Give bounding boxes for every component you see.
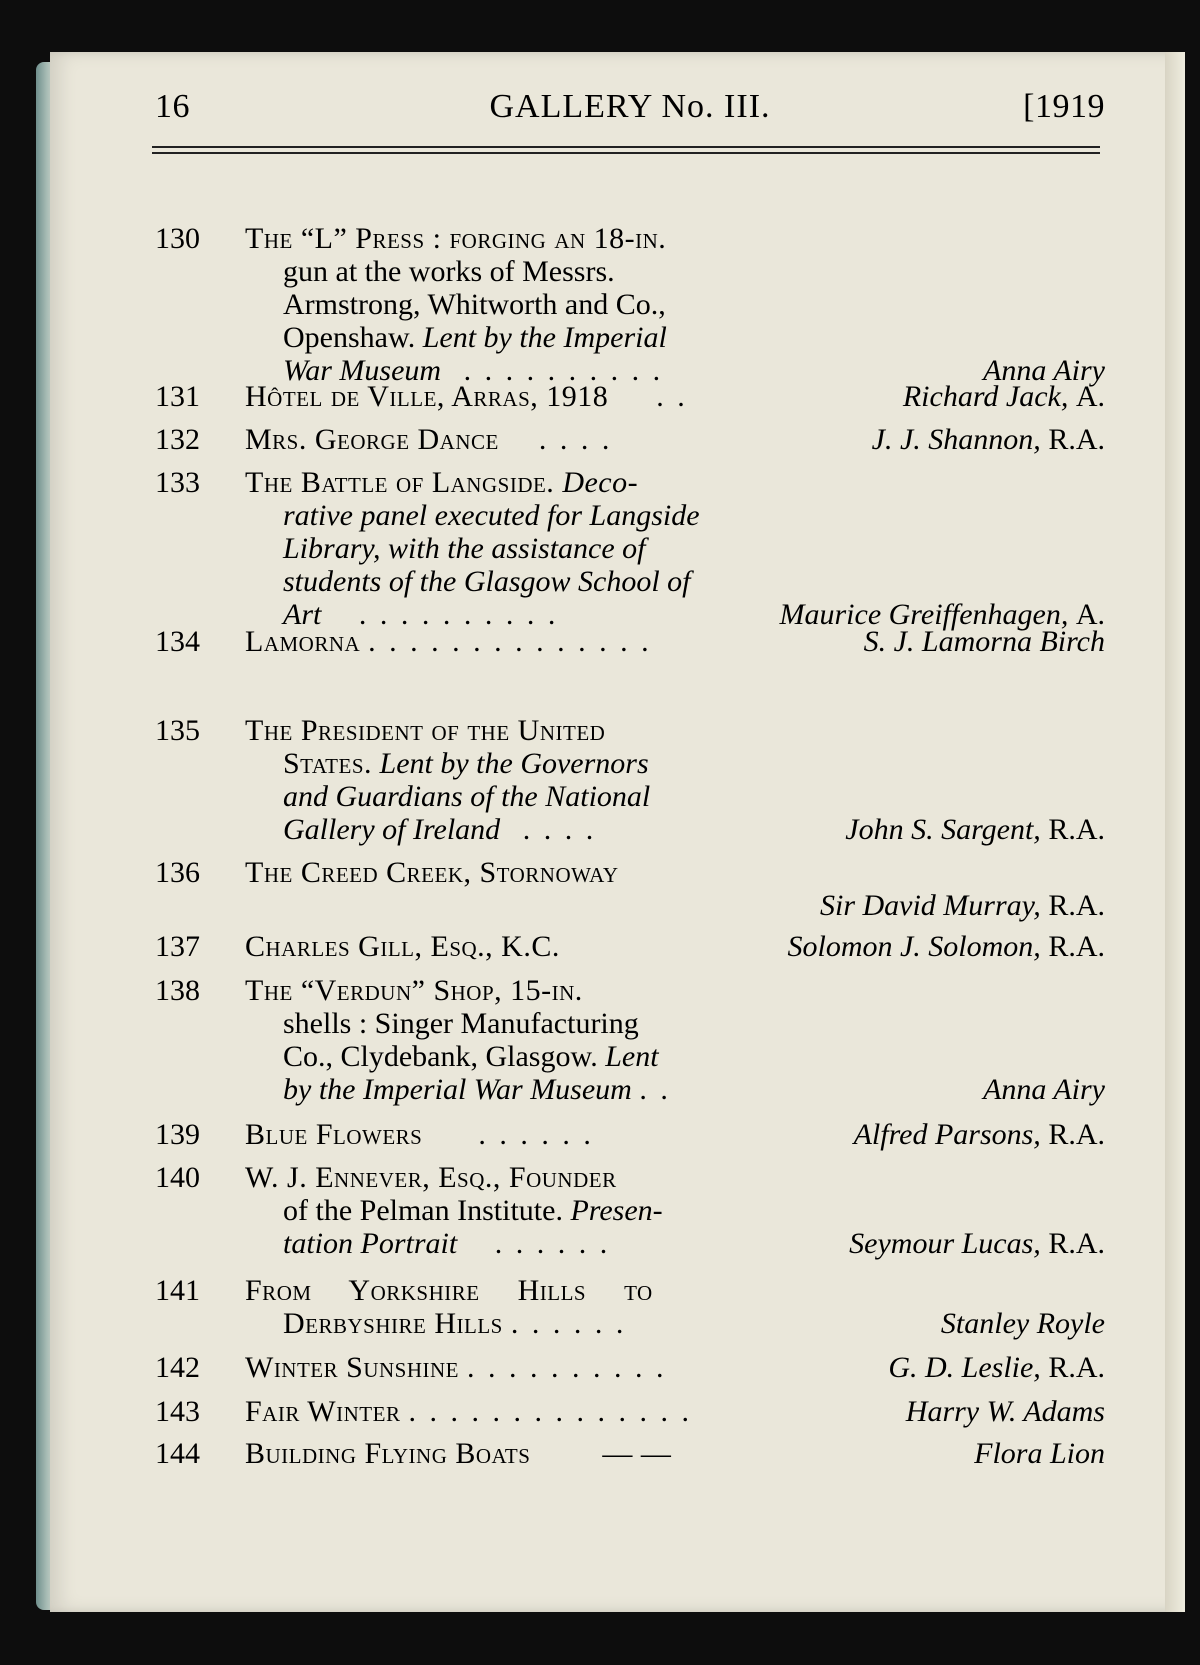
entry-text: by the Imperial War Museum . .: [283, 1073, 671, 1106]
artist-name: G. D. Leslie, R.A.: [888, 1351, 1105, 1384]
entry-title: The President of the United: [245, 714, 606, 747]
entry-number: 133: [155, 466, 200, 499]
entry-number: 131: [155, 380, 200, 413]
entry-title: Mrs. George Dance . . . .: [245, 423, 613, 456]
page-edge: [1165, 52, 1185, 1612]
entry-text: Co., Clydebank, Glasgow. Lent: [283, 1040, 659, 1073]
page-header: [155, 88, 1105, 148]
year-label: [1919: [1023, 88, 1105, 125]
entry-number: 141: [155, 1274, 200, 1307]
catalogue-entry: [155, 930, 1105, 966]
artist-name: Stanley Royle: [940, 1307, 1105, 1340]
entry-number: 134: [155, 625, 200, 658]
entry-number: 140: [155, 1161, 200, 1194]
entry-number: 143: [155, 1395, 200, 1428]
entry-title: Hôtel de Ville, Arras, 1918 . .: [245, 380, 688, 413]
entry-text: tation Portrait . . . . . .: [283, 1227, 611, 1260]
catalogue-entry: [155, 974, 1105, 1114]
artist-name: Harry W. Adams: [905, 1395, 1105, 1428]
catalogue-entry: [155, 1351, 1105, 1387]
catalogue-entry: [155, 380, 1105, 416]
entry-number: 135: [155, 714, 200, 747]
entry-title: The Creed Creek, Stornoway: [245, 856, 619, 889]
artist-name: Maurice Greiffenhagen, A.: [779, 598, 1105, 631]
entry-text: Art . . . . . . . . . .: [283, 598, 559, 631]
entry-text: War Museum . . . . . . . . . .: [283, 354, 664, 387]
entry-text: students of the Glasgow School of: [283, 565, 691, 598]
artist-name: John S. Sargent, R.A.: [845, 813, 1105, 846]
artist-name: Alfred Parsons, R.A.: [853, 1118, 1105, 1151]
entry-title: The “L” Press : forging an 18-in.: [245, 222, 667, 255]
entry-text: shells : Singer Manufacturing: [283, 1007, 639, 1040]
entry-number: 142: [155, 1351, 200, 1384]
artist-name: Flora Lion: [974, 1437, 1105, 1470]
header-rule: [152, 152, 1100, 154]
catalogue-entry: [155, 1118, 1105, 1154]
artist-name: Seymour Lucas, R.A.: [849, 1227, 1105, 1260]
catalogue-entry: [155, 1395, 1105, 1431]
entry-text: rative panel executed for Langside: [283, 499, 700, 532]
entry-number: 144: [155, 1437, 200, 1470]
catalogue-entry: [155, 423, 1105, 459]
artist-name: S. J. Lamorna Birch: [863, 625, 1105, 658]
artist-name: Sir David Murray, R.A.: [819, 889, 1105, 922]
entry-title: W. J. Ennever, Esq., Founder: [245, 1161, 617, 1194]
catalogue-entry: [155, 1161, 1105, 1267]
entry-number: 139: [155, 1118, 200, 1151]
entry-text: Library, with the assistance of: [283, 532, 646, 565]
page-number: 16: [155, 88, 190, 125]
catalogue-entry: [155, 856, 1105, 928]
artist-name: Anna Airy: [983, 1073, 1105, 1106]
page-title: GALLERY No. III.: [489, 88, 771, 125]
catalogue-entry: [155, 222, 1105, 392]
entry-title: Blue Flowers . . . . . .: [245, 1118, 594, 1151]
entry-title: Winter Sunshine . . . . . . . . . .: [245, 1351, 667, 1384]
catalogue-entry: [155, 625, 1105, 661]
catalogue-entry: [155, 466, 1105, 636]
entry-title: The “Verdun” Shop, 15-in.: [245, 974, 583, 1007]
entry-number: 130: [155, 222, 200, 255]
artist-name: Richard Jack, A.: [902, 380, 1105, 413]
entry-text: Gallery of Ireland . . . .: [283, 813, 597, 846]
header-rule: [152, 146, 1100, 148]
entry-text: and Guardians of the National: [283, 780, 651, 813]
entry-title: The Battle of Langside. Deco-: [245, 466, 639, 499]
entry-text: Openshaw. Lent by the Imperial: [283, 321, 667, 354]
entry-text: Armstrong, Whitworth and Co.,: [283, 288, 666, 321]
entry-title: Charles Gill, Esq., K.C.: [245, 930, 560, 963]
entry-number: 136: [155, 856, 200, 889]
entry-title: Lamorna . . . . . . . . . . . . . .: [245, 625, 652, 658]
artist-name: Solomon J. Solomon, R.A.: [787, 930, 1105, 963]
catalogue-entry: [155, 1274, 1105, 1346]
entry-text: gun at the works of Messrs.: [283, 255, 615, 288]
entry-title: Fair Winter . . . . . . . . . . . . . .: [245, 1395, 692, 1428]
entry-text: of the Pelman Institute. Presen-: [283, 1194, 663, 1227]
entry-number: 137: [155, 930, 200, 963]
entry-text: Derbyshire Hills . . . . . .: [283, 1307, 627, 1340]
artist-name: Anna Airy: [983, 354, 1105, 387]
entry-number: 132: [155, 423, 200, 456]
entry-title: From Yorkshire Hills to: [245, 1274, 653, 1307]
entry-text: States. Lent by the Governors: [283, 747, 649, 780]
entry-title: Building Flying Boats — —: [245, 1437, 672, 1470]
catalogue-entry: [155, 1437, 1105, 1473]
artist-name: J. J. Shannon, R.A.: [871, 423, 1105, 456]
catalogue-entry: [155, 714, 1105, 854]
entry-number: 138: [155, 974, 200, 1007]
